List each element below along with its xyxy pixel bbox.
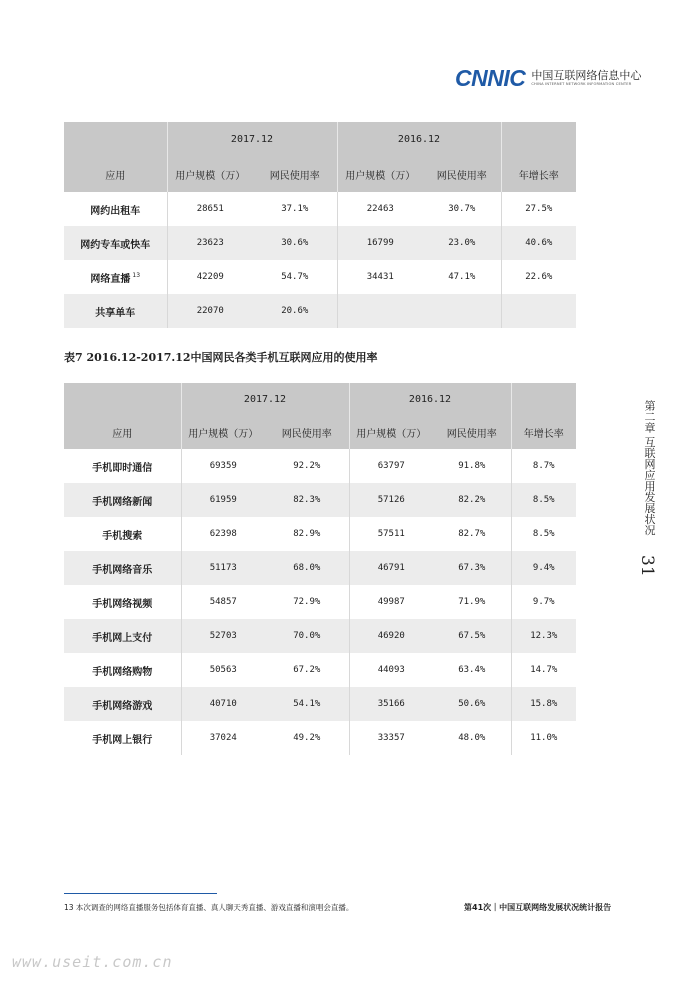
header-year-2016: 2016.12 xyxy=(337,122,501,157)
cell-growth: 12.3% xyxy=(511,619,576,653)
col-users-2016: 用户规模（万） xyxy=(349,415,433,449)
col-users-2016: 用户规模（万） xyxy=(337,157,423,192)
col-rate-2016: 网民使用率 xyxy=(433,415,511,449)
cell-growth: 40.6% xyxy=(501,226,576,260)
cell-users-2017: 22070 xyxy=(167,294,253,328)
cell-app: 共享单车 xyxy=(64,294,167,328)
cell-rate-2016: 23.0% xyxy=(423,226,501,260)
cell-users-2017: 42209 xyxy=(167,260,253,294)
table-row xyxy=(64,653,576,687)
cell-users-2016: 44093 xyxy=(349,653,433,687)
cell-users-2017: 50563 xyxy=(181,653,265,687)
chapter-side-title: 第二章 互联网应用发展状况 xyxy=(643,400,656,536)
cell-growth: 15.8% xyxy=(511,687,576,721)
cell-rate-2016 xyxy=(423,294,501,328)
cell-app: 手机网络视频 xyxy=(64,585,181,619)
table-row xyxy=(64,517,576,551)
cell-app: 网约出租车 xyxy=(64,192,167,226)
cell-growth: 22.6% xyxy=(501,260,576,294)
header-blank xyxy=(511,383,576,415)
page-number: 31 xyxy=(637,555,657,577)
header-year-2017: 2017.12 xyxy=(181,383,349,415)
cell-rate-2016: 82.7% xyxy=(433,517,511,551)
col-app: 应用 xyxy=(64,157,167,192)
cell-app xyxy=(64,260,167,294)
cell-rate-2017: 30.6% xyxy=(253,226,337,260)
cell-rate-2016: 30.7% xyxy=(423,192,501,226)
cell-rate-2017: 37.1% xyxy=(253,192,337,226)
cell-rate-2017: 49.2% xyxy=(265,721,349,755)
cell-rate-2016: 71.9% xyxy=(433,585,511,619)
col-rate-2016: 网民使用率 xyxy=(423,157,501,192)
cell-app: 手机网络音乐 xyxy=(64,551,181,585)
cell-users-2017: 40710 xyxy=(181,687,265,721)
table-caption: 表7 2016.12-2017.12中国网民各类手机互联网应用的使用率 xyxy=(64,351,378,364)
report-title-footer: 第41次｜中国互联网络发展状况统计报告 xyxy=(464,903,612,912)
cell-users-2016: 49987 xyxy=(349,585,433,619)
table-row xyxy=(64,687,576,721)
cell-users-2016: 57511 xyxy=(349,517,433,551)
header-year-2017: 2017.12 xyxy=(167,122,337,157)
cell-rate-2017: 54.1% xyxy=(265,687,349,721)
table-header-years xyxy=(64,383,576,415)
header-blank xyxy=(64,122,167,157)
org-name-cn: 中国互联网络信息中心 xyxy=(531,68,642,82)
cell-rate-2016: 91.8% xyxy=(433,449,511,483)
footnote-ref: 13 xyxy=(132,272,141,280)
cell-rate-2016: 82.2% xyxy=(433,483,511,517)
cell-app: 手机网上支付 xyxy=(64,619,181,653)
cnnic-logo xyxy=(455,66,641,90)
table-row xyxy=(64,551,576,585)
col-app: 应用 xyxy=(64,415,181,449)
cell-app: 手机网络购物 xyxy=(64,653,181,687)
cell-users-2016: 46791 xyxy=(349,551,433,585)
table-mobile-app-usage xyxy=(64,383,576,755)
footnote-divider xyxy=(64,893,217,894)
cell-growth: 8.5% xyxy=(511,517,576,551)
col-users-2017: 用户规模（万） xyxy=(181,415,265,449)
cell-users-2017: 54857 xyxy=(181,585,265,619)
cell-users-2016: 22463 xyxy=(337,192,423,226)
cell-app: 手机网上银行 xyxy=(64,721,181,755)
table-header-columns xyxy=(64,157,576,192)
cell-users-2017: 51173 xyxy=(181,551,265,585)
cell-users-2017: 23623 xyxy=(167,226,253,260)
logo-text xyxy=(531,70,641,87)
cell-rate-2017: 72.9% xyxy=(265,585,349,619)
cell-app: 手机即时通信 xyxy=(64,449,181,483)
header-blank xyxy=(64,383,181,415)
cell-users-2017: 28651 xyxy=(167,192,253,226)
cell-rate-2017: 68.0% xyxy=(265,551,349,585)
col-growth: 年增长率 xyxy=(511,415,576,449)
cell-rate-2016: 50.6% xyxy=(433,687,511,721)
cell-app: 网约专车或快车 xyxy=(64,226,167,260)
header-year-2016: 2016.12 xyxy=(349,383,511,415)
cell-growth: 27.5% xyxy=(501,192,576,226)
cell-rate-2016: 63.4% xyxy=(433,653,511,687)
cell-rate-2017: 70.0% xyxy=(265,619,349,653)
table-row xyxy=(64,192,576,226)
cell-users-2016: 46920 xyxy=(349,619,433,653)
cell-growth: 14.7% xyxy=(511,653,576,687)
cell-rate-2016: 48.0% xyxy=(433,721,511,755)
cell-growth: 8.5% xyxy=(511,483,576,517)
cell-rate-2016: 67.3% xyxy=(433,551,511,585)
cell-app-label: 网络直播 xyxy=(90,273,131,285)
logo-mark: CNNIC xyxy=(455,64,526,91)
cell-rate-2017: 20.6% xyxy=(253,294,337,328)
table-row xyxy=(64,226,576,260)
col-rate-2017: 网民使用率 xyxy=(265,415,349,449)
org-name-en: CHINA INTERNET NETWORK INFORMATION CENTER xyxy=(531,81,632,86)
cell-users-2016: 35166 xyxy=(349,687,433,721)
cell-rate-2017: 82.9% xyxy=(265,517,349,551)
table-row xyxy=(64,294,576,328)
cell-growth: 9.7% xyxy=(511,585,576,619)
cell-users-2016 xyxy=(337,294,423,328)
cell-rate-2017: 54.7% xyxy=(253,260,337,294)
cell-users-2017: 61959 xyxy=(181,483,265,517)
cell-users-2016: 34431 xyxy=(337,260,423,294)
cell-growth: 9.4% xyxy=(511,551,576,585)
cell-rate-2017: 67.2% xyxy=(265,653,349,687)
header-blank xyxy=(501,122,576,157)
col-growth: 年增长率 xyxy=(501,157,576,192)
cell-users-2017: 37024 xyxy=(181,721,265,755)
cell-users-2016: 63797 xyxy=(349,449,433,483)
cell-users-2016: 33357 xyxy=(349,721,433,755)
cell-growth: 8.7% xyxy=(511,449,576,483)
cell-users-2017: 52703 xyxy=(181,619,265,653)
footnote: 13 本次调查的网络直播服务包括体育直播、真人聊天秀直播、游戏直播和演唱会直播。 xyxy=(64,903,354,912)
table-header-years xyxy=(64,122,576,157)
watermark: www.useit.com.cn xyxy=(12,953,173,971)
cell-users-2016: 57126 xyxy=(349,483,433,517)
table-row xyxy=(64,721,576,755)
cell-app: 手机搜索 xyxy=(64,517,181,551)
col-rate-2017: 网民使用率 xyxy=(253,157,337,192)
cell-growth: 11.0% xyxy=(511,721,576,755)
table-row xyxy=(64,585,576,619)
cell-rate-2017: 82.3% xyxy=(265,483,349,517)
table-row xyxy=(64,449,576,483)
cell-users-2016: 16799 xyxy=(337,226,423,260)
cell-rate-2016: 47.1% xyxy=(423,260,501,294)
cell-app: 手机网络游戏 xyxy=(64,687,181,721)
cell-users-2017: 69359 xyxy=(181,449,265,483)
cell-rate-2017: 92.2% xyxy=(265,449,349,483)
cell-users-2017: 62398 xyxy=(181,517,265,551)
cell-growth xyxy=(501,294,576,328)
table-row xyxy=(64,483,576,517)
cell-app: 手机网络新闻 xyxy=(64,483,181,517)
table-row xyxy=(64,619,576,653)
cell-rate-2016: 67.5% xyxy=(433,619,511,653)
col-users-2017: 用户规模（万） xyxy=(167,157,253,192)
table-row xyxy=(64,260,576,294)
table-ride-hailing-usage xyxy=(64,122,576,328)
table-header-columns xyxy=(64,415,576,449)
